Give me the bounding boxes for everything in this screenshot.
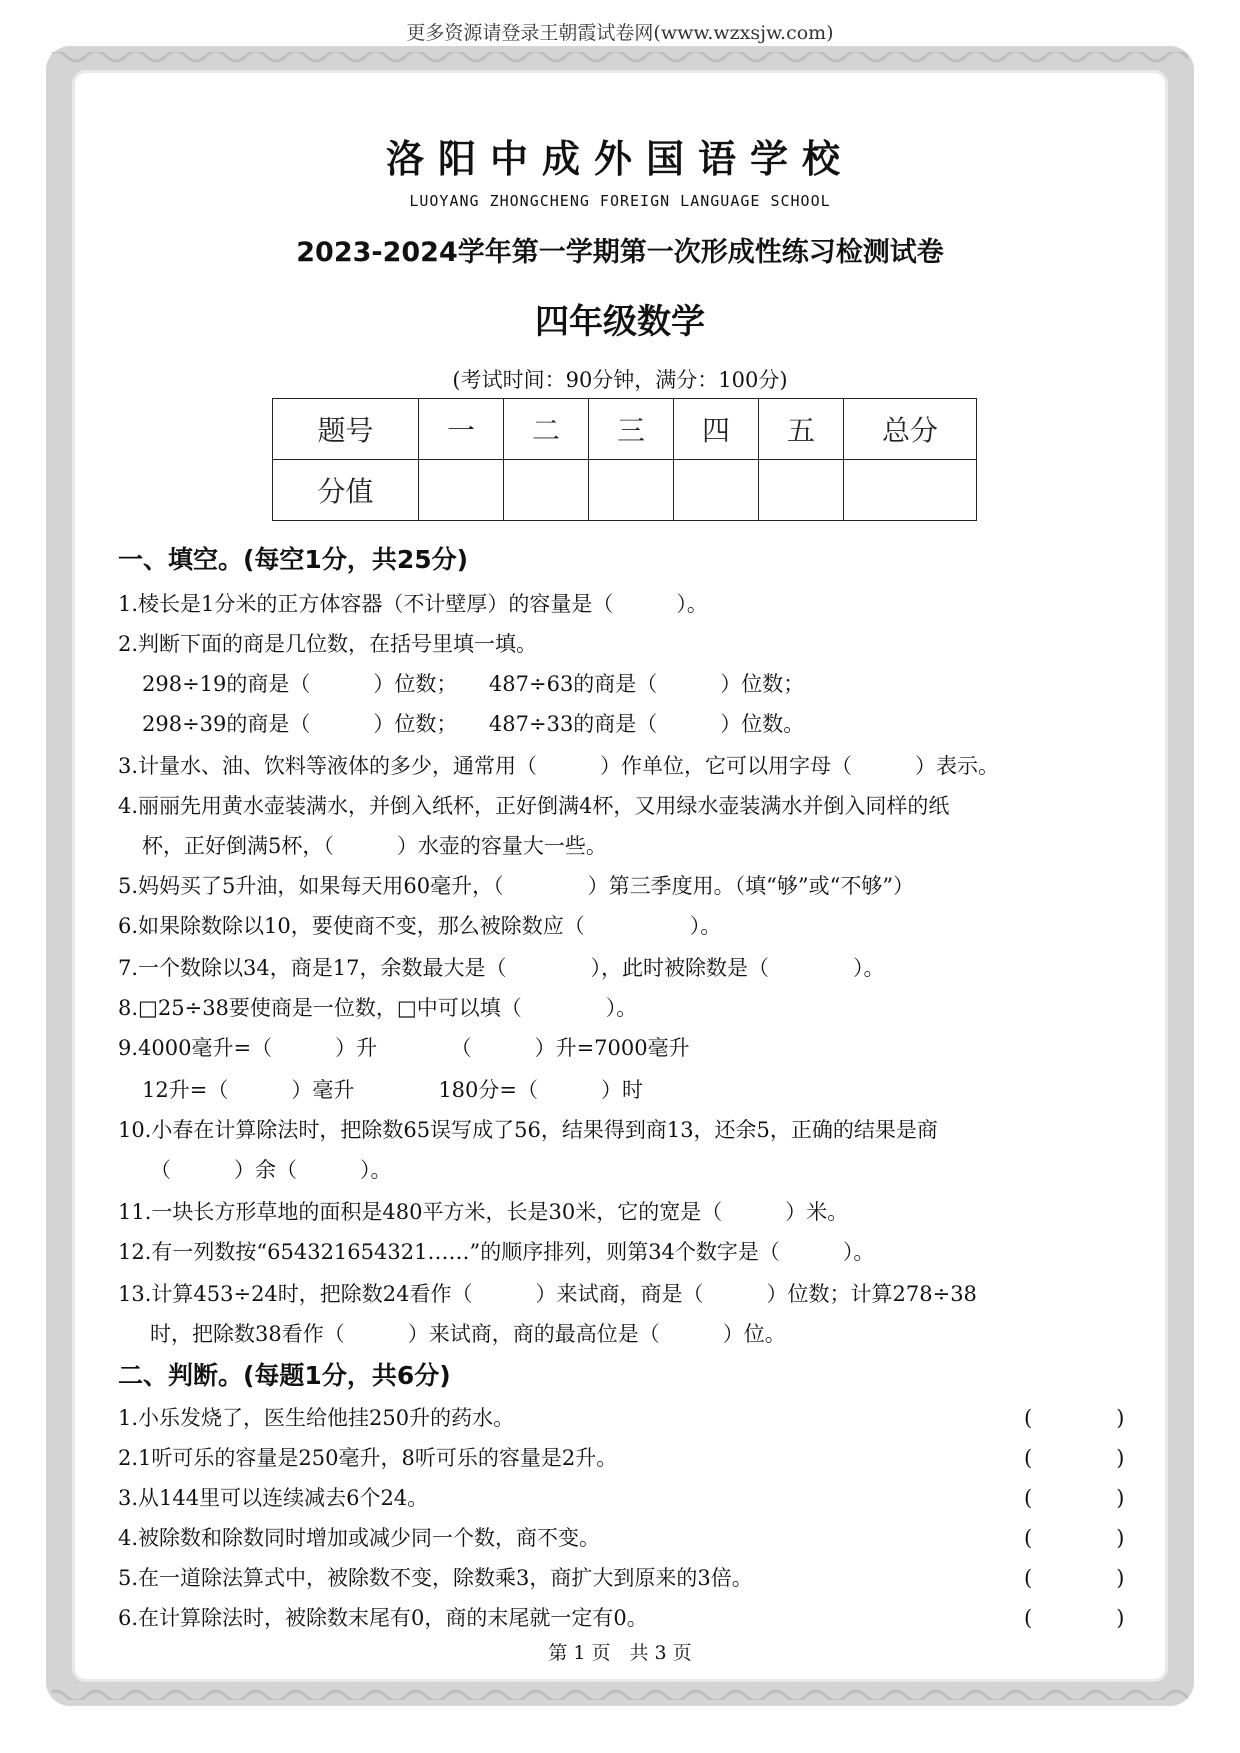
question-line: 9.4000毫升=（ ）升 （ ）升=7000毫升	[118, 1036, 690, 1060]
score-value-cell[interactable]	[504, 460, 589, 521]
judge-item: 5.在一道除法算式中，被除数不变，除数乘3，商扩大到原来的3倍。	[118, 1566, 753, 1590]
score-cell-q3: 三	[589, 399, 674, 460]
question-line: 杯，正好倒满5杯，（ ）水壶的容量大一些。	[142, 834, 607, 858]
question-line: 13.计算453÷24时，把除数24看作（ ）来试商，商是（ ）位数；计算278÷38	[118, 1282, 977, 1306]
judge-item: 3.从144里可以连续减去6个24。	[118, 1486, 429, 1510]
judge-answer-blank[interactable]: ( )	[1024, 1406, 1125, 1430]
question-line: 6.如果除数除以10，要使商不变，那么被除数应（ ）。	[118, 914, 722, 938]
judge-answer-blank[interactable]: ( )	[1024, 1526, 1125, 1550]
question-line: 4.丽丽先用黄水壶装满水，并倒入纸杯，正好倒满4杯，又用绿水壶装满水并倒入同样的纸	[118, 794, 950, 818]
question-line: 12升=（ ）毫升 180分=（ ）时	[142, 1078, 643, 1102]
question-line: 298÷19的商是（ ）位数； 487÷63的商是（ ）位数；	[142, 672, 805, 696]
question-line: 8.□25÷38要使商是一位数，□中可以填（ ）。	[118, 996, 638, 1020]
school-name-chinese: 洛阳中成外国语学校	[385, 137, 854, 181]
question-line: 10.小春在计算除法时，把除数65误写成了56，结果得到商13，还余5，正确的结果是商	[118, 1118, 938, 1142]
judge-answer-blank[interactable]: ( )	[1024, 1446, 1125, 1470]
score-cell-q5: 五	[759, 399, 844, 460]
question-line: 12.有一列数按“654321654321……”的顺序排列，则第34个数字是（ ）。	[118, 1240, 875, 1264]
question-line: （ ）余（ ）。	[150, 1158, 392, 1182]
question-line: 1.棱长是1分米的正方体容器（不计壁厚）的容量是（ ）。	[118, 592, 708, 616]
judge-answer-blank[interactable]: ( )	[1024, 1486, 1125, 1510]
subject-title: 四年级数学	[535, 302, 705, 342]
score-value-cell[interactable]	[589, 460, 674, 521]
page-number-footer: 第 1 页 共 3 页	[548, 1642, 692, 1664]
score-cell-q4: 四	[674, 399, 759, 460]
section-fill-blank-heading: 一、填空。(每空1分，共25分)	[118, 545, 469, 574]
question-line: 5.妈妈买了5升油，如果每天用60毫升，（ ）第三季度用。（填“够”或“不够”）	[118, 874, 915, 898]
score-cell-q1: 一	[419, 399, 504, 460]
score-value-cell[interactable]	[674, 460, 759, 521]
score-value-label: 分值	[273, 460, 419, 521]
score-cell-label: 题号	[273, 399, 419, 460]
score-value-cell[interactable]	[759, 460, 844, 521]
score-table-header-row	[273, 399, 977, 460]
score-value-cell[interactable]	[419, 460, 504, 521]
question-line: 3.计量水、油、饮料等液体的多少，通常用（ ）作单位，它可以用字母（ ）表示。	[118, 754, 1000, 778]
score-table-value-row	[273, 460, 977, 521]
judge-answer-blank[interactable]: ( )	[1024, 1566, 1125, 1590]
question-line: 时，把除数38看作（ ）来试商，商的最高位是（ ）位。	[150, 1322, 786, 1346]
section-judge-heading: 二、判断。(每题1分，共6分)	[118, 1361, 451, 1390]
judge-item: 2.1听可乐的容量是250毫升，8听可乐的容量是2升。	[118, 1446, 618, 1470]
question-line: 298÷39的商是（ ）位数； 487÷33的商是（ ）位数。	[142, 712, 805, 736]
score-cell-total: 总分	[844, 399, 977, 460]
school-name-english: LUOYANG ZHONGCHENG FOREIGN LANGUAGE SCHOOL	[409, 192, 831, 210]
source-watermark-note: 更多资源请登录王朝霞试卷网(www.wzxsjw.com)	[406, 22, 834, 44]
judge-item: 4.被除数和除数同时增加或减少同一个数，商不变。	[118, 1526, 601, 1550]
score-value-cell[interactable]	[844, 460, 977, 521]
question-line: 7.一个数除以34，商是17，余数最大是（ ），此时被除数是（ ）。	[118, 956, 885, 980]
exam-title: 2023-2024学年第一学期第一次形成性练习检测试卷	[296, 237, 944, 268]
exam-info: (考试时间：90分钟，满分：100分)	[452, 368, 788, 392]
judge-item: 1.小乐发烧了，医生给他挂250升的药水。	[118, 1406, 515, 1430]
judge-item: 6.在计算除法时，被除数末尾有0，商的末尾就一定有0。	[118, 1606, 648, 1630]
question-line: 2.判断下面的商是几位数，在括号里填一填。	[118, 632, 538, 656]
score-table	[272, 398, 977, 521]
judge-answer-blank[interactable]: ( )	[1024, 1606, 1125, 1630]
question-line: 11.一块长方形草地的面积是480平方米，长是30米，它的宽是（ ）米。	[118, 1200, 849, 1224]
score-cell-q2: 二	[504, 399, 589, 460]
